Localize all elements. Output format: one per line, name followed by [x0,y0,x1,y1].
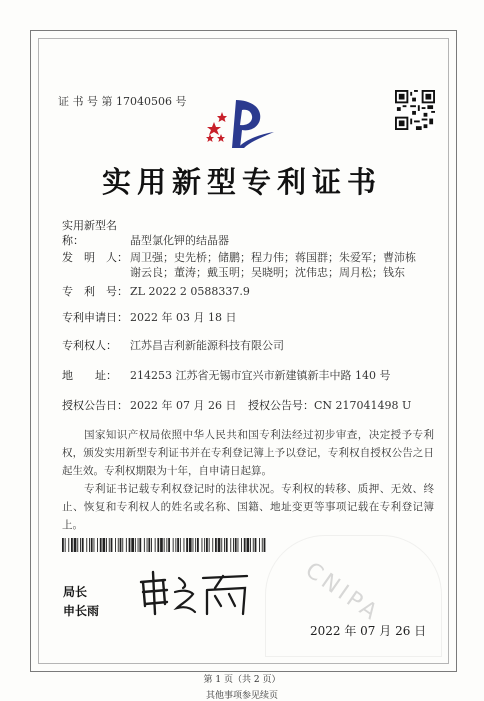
grant-date-value: 2022 年 07 月 26 日 [130,399,237,412]
certificate-number: 证 书 号 第 17040506 号 [58,95,187,108]
patent-number [62,284,250,299]
utility-model-name [62,218,229,248]
application-date-label: 专利申请日： [62,311,128,324]
inventor-list: 周卫强；史先桥；储鹏；程力伟；蒋国群；朱爱军；曹沛栋 谢云良；董涛；戴玉明；吴晓明；沈伟忠；周月松；钱东 [130,251,416,279]
registration-statement: 专利证书记载专利权登记时的法律状况。专利权的转移、质押、无效、终止、恢复和专利权人的姓名或名称、国籍、地址变更等事项记载在专利登记簿上。 [62,483,434,531]
director-title: 局长 [63,585,88,599]
address-label: 地 址： [62,369,117,382]
director-name: 申长雨 [63,604,100,618]
address [62,368,390,383]
page-number: 第 1 页（共 2 页） [203,675,281,685]
watermark-text: CNIPA [300,557,385,628]
application-date-value: 2022 年 03 月 18 日 [130,311,237,324]
cnipa-emblem-icon [200,90,280,152]
director-signature-icon [135,568,255,618]
utility-model-name-value: 晶型氯化钾的结晶器 [130,234,229,247]
patent-number-value: ZL 2022 2 0588337.9 [130,285,250,298]
grant-statement: 国家知识产权局依照中华人民共和国专利法经过初步审查，决定授予专利权，颁发实用新型专利证书并在专利登记簿上予以登记，专利权自授权公告之日起生效。专利权期限为十年，自申请日起算。 [62,429,434,477]
address-value: 214253 江苏省无锡市宜兴市新建镇新丰中路 140 号 [130,369,391,382]
grant-announcement-date [62,398,236,413]
grant-number-label: 授权公告号： [248,399,314,412]
utility-model-name-label: 实用新型名称： [62,219,117,247]
qr-code-icon [395,90,435,130]
application-date [62,310,236,325]
certificate-title: 实用新型专利证书 [101,165,382,199]
footer-note: 其他事项参见续页 [205,691,278,701]
patentee-label: 专利权人： [62,339,117,352]
grant-number-value: CN 217041498 U [314,399,412,412]
issue-date: 2022 年 07 月 26 日 [310,624,427,638]
patentee [62,338,284,353]
barcode-icon [62,538,267,552]
inventor-label: 发 明 人： [62,251,128,264]
grant-date-label: 授权公告日： [62,399,128,412]
grant-announcement-number [248,398,411,413]
patentee-value: 江苏昌吉利新能源科技有限公司 [130,339,284,352]
patent-number-label: 专 利 号： [62,285,128,298]
